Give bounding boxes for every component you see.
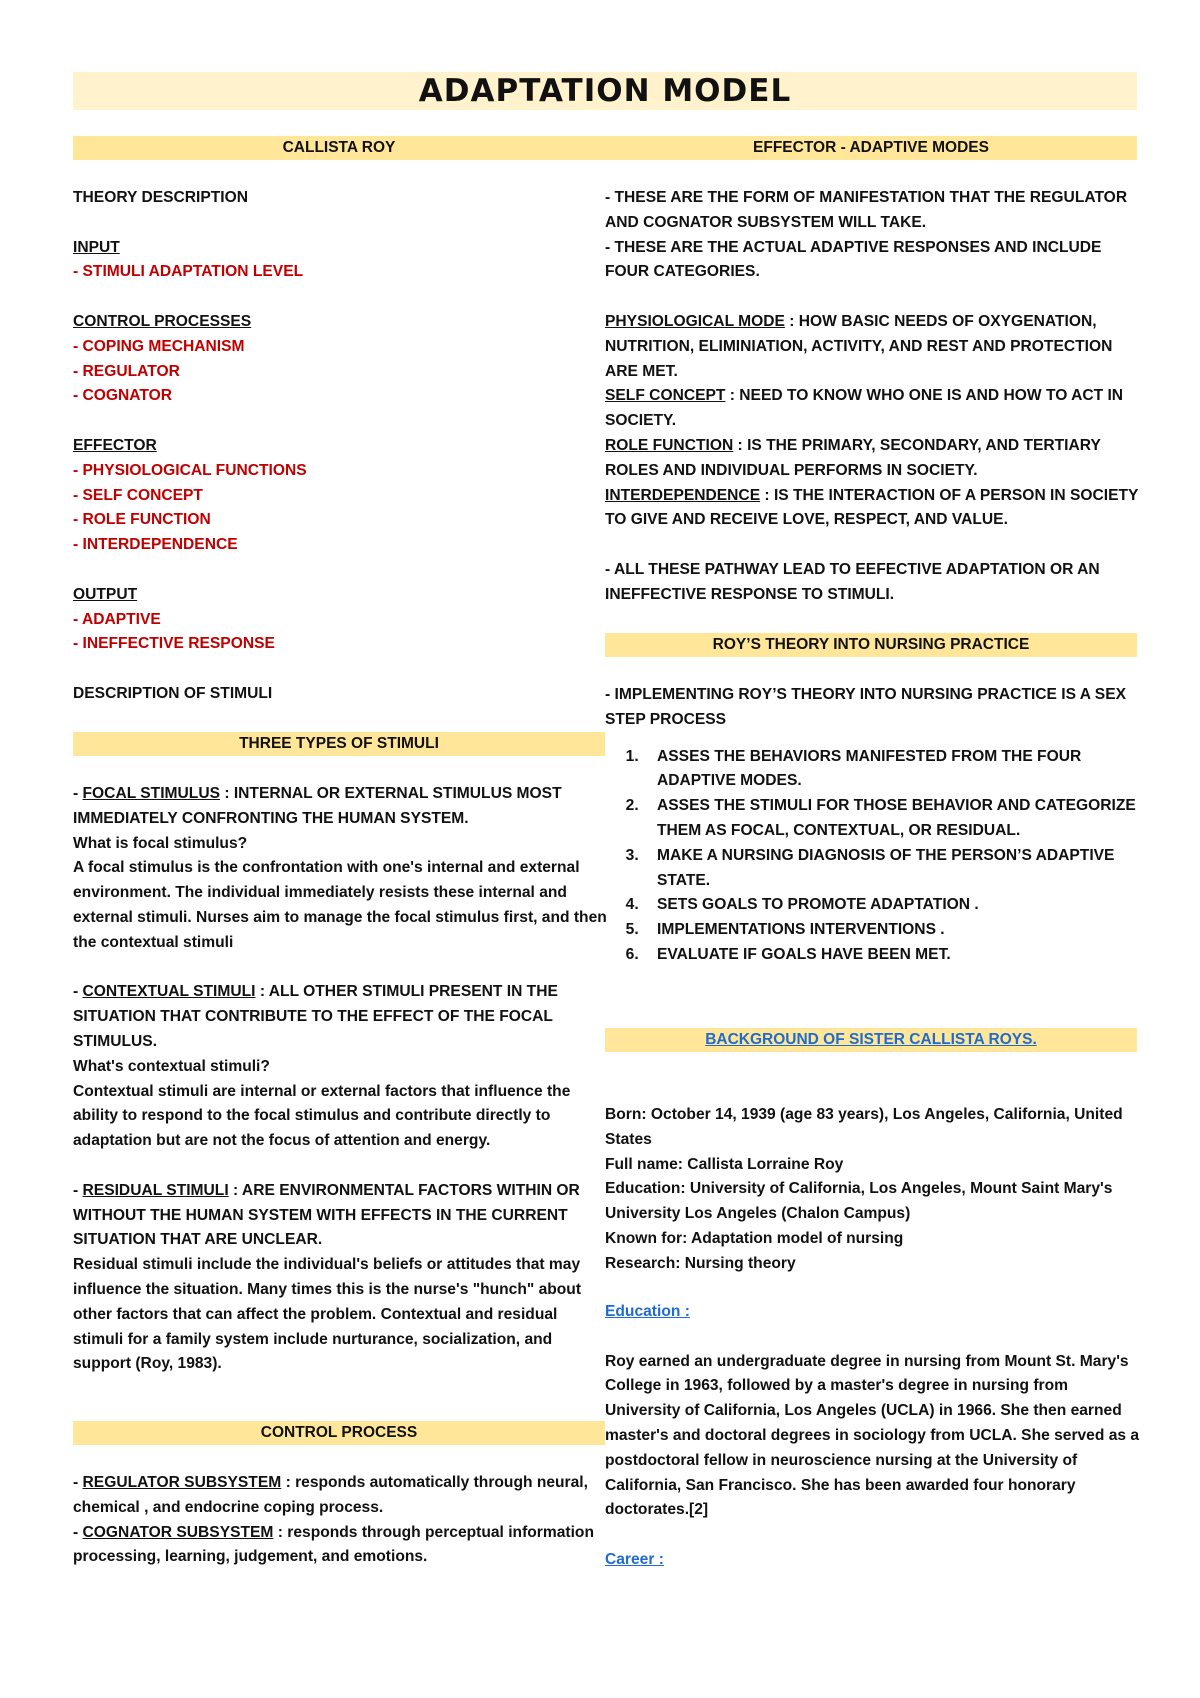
background-header-link[interactable]: BACKGROUND OF SISTER CALLISTA ROYS. [605, 1028, 1137, 1052]
pathway-paragraph: - ALL THESE PATHWAY LEAD TO EEFECTIVE ADAPTATION OR AN INEFFECTIVE RESPONSE TO STIMULI. [605, 560, 1100, 603]
callista-roy-header: CALLISTA ROY [73, 136, 605, 160]
regulator-subsystem-paragraph: - REGULATOR SUBSYSTEM : responds automatically through neural, chemical , and endocrine coping process. [73, 1474, 588, 1516]
output-item: - ADAPTIVE [73, 610, 161, 628]
role-function-paragraph: ROLE FUNCTION : IS THE PRIMARY, SECONDARY, AND TERTIARY ROLES AND INDIVIDUAL PERFORMS IN SOCIETY. [605, 436, 1101, 479]
self-concept-paragraph: SELF CONCEPT : NEED TO KNOW WHO ONE IS AND HOW TO ACT IN SOCIETY. [605, 387, 1124, 430]
research-line: Research: Nursing theory [605, 1254, 796, 1272]
effector-item: - PHYSIOLOGICAL FUNCTIONS [73, 461, 307, 479]
title-bar [73, 72, 1137, 110]
residual-answer: Residual stimuli include the individual's beliefs or attitudes that may influence the situation. Many times this is the nurse's "hunch" about other factors that can affect the problem. Contextual and residual stimuli for a family system include nurturance, socialization, and support (Roy, 1983). [73, 1256, 582, 1373]
description-of-stimuli: DESCRIPTION OF STIMULI [73, 684, 273, 702]
regulator-subsystem-term: REGULATOR SUBSYSTEM [82, 1474, 282, 1491]
background-section [605, 1103, 1140, 1302]
adaptive-modes-section [605, 186, 1140, 608]
education-paragraph: Roy earned an undergraduate degree in nursing from Mount St. Mary's College in 1963, followed by a master's degree in nursing from University of California, Los Angeles (UCLA) in 1966. She then earned master's and doctoral degrees in sociology from UCLA. She served as a postdoctoral fellow in neuroscience nursing at the University of California, San Francisco. She has been awarded four honorary doctorates.[2] [605, 1352, 1140, 1519]
contextual-answer: Contextual stimuli are internal or external factors that influence the ability to respond to the focal stimulus and contribute directly to adaptation but are not the focus of attention and energy. [73, 1082, 571, 1150]
physiological-mode-paragraph: PHYSIOLOGICAL MODE : HOW BASIC NEEDS OF OXYGENATION, NUTRITION, ELIMINIATION, ACTIVITY, AND REST AND PROTECTION ARE MET. [605, 312, 1113, 380]
step-item: 2. ASSES THE STIMULI FOR THOSE BEHAVIOR AND CATEGORIZE THEM AS FOCAL, CONTEXTUAL, OR RESIDUAL. [643, 794, 1140, 844]
step-item: 6. EVALUATE IF GOALS HAVE BEEN MET. [643, 943, 1140, 968]
contextual-stimuli-paragraph: - CONTEXTUAL STIMULI : ALL OTHER STIMULI PRESENT IN THE SITUATION THAT CONTRIBUTE TO THE EFFECT OF THE FOCAL STIMULUS. [73, 983, 558, 1050]
education-heading-link[interactable]: Education : [605, 1303, 690, 1320]
focal-stimulus-paragraph: - FOCAL STIMULUS : INTERNAL OR EXTERNAL STIMULUS MOST IMMEDIATELY CONFRONTING THE HUMAN SYSTEM. [73, 785, 562, 827]
practice-intro: - IMPLEMENTING ROY’S THEORY INTO NURSING PRACTICE IS A SEX STEP PROCESS [605, 686, 1126, 728]
input-item: - STIMULI ADAPTATION LEVEL [73, 263, 304, 281]
focal-answer: A focal stimulus is the confrontation with one's internal and external environment. The individual immediately resists these internal and external stimuli. Nurses aim to manage the focal stimulus first, and then the contextual stimuli [73, 859, 607, 951]
born-line: Born: October 14, 1939 (age 83 years), Los Angeles, California, United States [605, 1106, 1123, 1148]
education-line: Education: University of California, Los Angeles, Mount Saint Mary's University Los Angeles (Chalon Campus) [605, 1180, 1113, 1223]
stimuli-section [73, 782, 608, 1377]
control-processes-heading: CONTROL PROCESSES [73, 312, 252, 330]
education-subsection [605, 1300, 1140, 1573]
steps-list [605, 745, 1140, 968]
physiological-mode-term: PHYSIOLOGICAL MODE [605, 312, 785, 330]
nursing-practice-header: ROY’S THEORY INTO NURSING PRACTICE [605, 633, 1137, 657]
output-item: - INEFFECTIVE RESPONSE [73, 635, 275, 653]
step-item: 3. MAKE A NURSING DIAGNOSIS OF THE PERSON’S ADAPTIVE STATE. [643, 844, 1140, 894]
cognator-subsystem-term: COGNATOR SUBSYSTEM [82, 1523, 274, 1541]
effector-item: - SELF CONCEPT [73, 486, 203, 504]
page-title: ADAPTATION MODEL [418, 73, 792, 109]
interdependence-paragraph: INTERDEPENDENCE : IS THE INTERACTION OF A PERSON IN SOCIETY TO GIVE AND RECEIVE LOVE, RESPECT, AND VALUE. [605, 486, 1139, 529]
nursing-practice-section [605, 683, 1140, 968]
known-for-line: Known for: Adaptation model of nursing [605, 1229, 904, 1247]
control-process-header: CONTROL PROCESS [73, 1421, 605, 1445]
role-function-term: ROLE FUNCTION [605, 436, 734, 454]
input-heading: INPUT [73, 238, 120, 256]
step-item: 5. IMPLEMENTATIONS INTERVENTIONS . [643, 918, 1140, 943]
step-item: 1. ASSES THE BEHAVIORS MANIFESTED FROM THE FOUR ADAPTIVE MODES. [643, 745, 1140, 795]
focal-question: What is focal stimulus? [73, 834, 248, 852]
step-item: 4. SETS GOALS TO PROMOTE ADAPTATION . [643, 893, 1140, 918]
intro-line: - THESE ARE THE FORM OF MANIFESTATION THAT THE REGULATOR AND COGNATOR SUBSYSTEM WILL TAKE. [605, 189, 1128, 231]
control-item: - REGULATOR [73, 362, 180, 380]
output-heading: OUTPUT [73, 585, 138, 603]
effector-item: - INTERDEPENDENCE [73, 536, 238, 554]
cognator-subsystem-paragraph: - COGNATOR SUBSYSTEM : responds through perceptual information processing, learning, judgement, and emotions. [73, 1523, 594, 1566]
full-name-line: Full name: Callista Lorraine Roy [605, 1155, 844, 1173]
interdependence-term: INTERDEPENDENCE [605, 486, 761, 504]
career-heading-link[interactable]: Career : [605, 1550, 664, 1568]
effector-adaptive-modes-header: EFFECTOR - ADAPTIVE MODES [605, 136, 1137, 160]
control-process-section [73, 1471, 608, 1570]
residual-stimuli-paragraph: - RESIDUAL STIMULI : ARE ENVIRONMENTAL FACTORS WITHIN OR WITHOUT THE HUMAN SYSTEM WITH EFFECTS IN THE CURRENT SITUATION THAT ARE UNCLEAR. [73, 1181, 580, 1249]
effector-heading: EFFECTOR [73, 436, 157, 454]
control-item: - COGNATOR [73, 387, 173, 405]
theory-description: THEORY DESCRIPTION [73, 189, 249, 206]
intro-line: - THESE ARE THE ACTUAL ADAPTIVE RESPONSES AND INCLUDE FOUR CATEGORIES. [605, 238, 1102, 281]
three-types-header: THREE TYPES OF STIMULI [73, 732, 605, 756]
contextual-question: What's contextual stimuli? [73, 1057, 270, 1075]
effector-item: - ROLE FUNCTION [73, 511, 211, 529]
residual-stimuli-term: RESIDUAL STIMULI [82, 1181, 229, 1199]
focal-stimulus-term: FOCAL STIMULUS [82, 785, 220, 802]
self-concept-term: SELF CONCEPT [605, 387, 726, 405]
contextual-stimuli-term: CONTEXTUAL STIMULI [82, 983, 256, 1001]
theory-description-section [73, 186, 608, 707]
control-item: - COPING MECHANISM [73, 337, 245, 355]
